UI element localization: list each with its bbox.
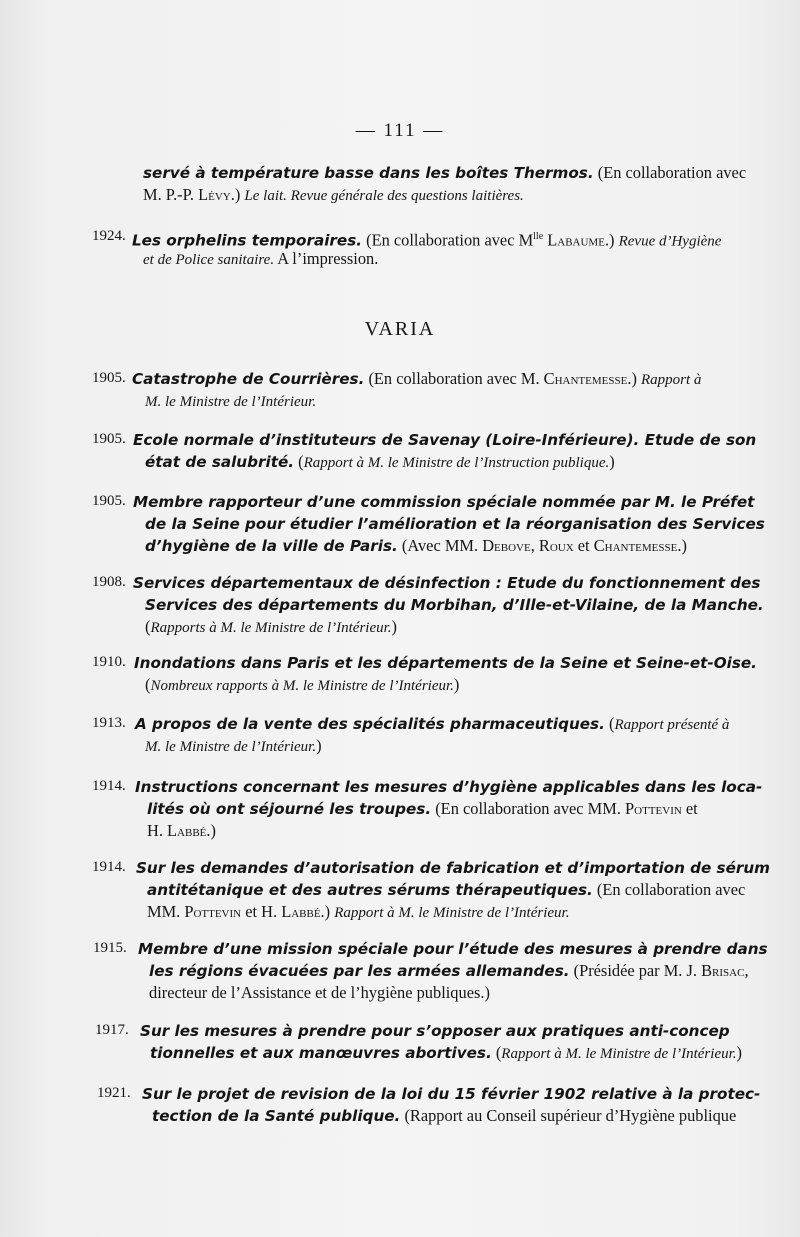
entry-year: 1908. [92,574,126,590]
entry-title: servé à température basse dans les boîtes Thermos. [143,164,594,182]
page-number: — 111 — [355,120,445,141]
entry-line: les régions évacuées par les armées allemandes. (Présidée par M. J. Brisac, [149,961,749,980]
entry-line [140,1020,730,1042]
entry-line: lités où ont séjourné les troupes. (En collaboration avec MM. Pottevin et [147,799,698,818]
entry-line: Services des départements du Morbihan, d’Ille-et-Vilaine, de la Manche. [145,596,764,614]
entry-line: état de salubrité. (Rapport à M. le Ministre de l’Instruction publique.) [145,452,615,471]
entry-year: 1905. [92,493,126,509]
entry-year: 1910. [92,654,126,670]
entry-line: A propos de la vente des spécialités pharmaceutiques. (Rapport présenté à [135,714,730,733]
entry-line: (Rapports à M. le Ministre de l’Intérieur.) [145,617,398,636]
entry-line [142,1083,760,1105]
entry-line: de la Seine pour étudier l’amélioration et la réorganisation des Services [145,515,765,533]
entry-year: 1921. [97,1085,131,1101]
entry-line: Catastrophe de Courrières. (En collaboration avec M. Chantemesse.) Rapport à [132,369,702,388]
entry-year: 1915. [93,940,127,956]
entry-title: Instructions concernant les mesures d’hygiène applicables dans les loca- [135,778,763,796]
entry-line: H. Labbé.) [147,821,216,840]
entry-line: d’hygiène de la ville de Paris. (Avec MM. Debove, Roux et Chantemesse.) [145,536,687,555]
entry-year: 1924. [92,228,126,244]
entry-line [133,572,760,594]
entry-title: Catastrophe de Courrières. [132,370,365,388]
entry-year: 1905. [92,431,126,447]
entry-line [138,938,768,960]
entry-line [135,776,762,798]
entry-year: 1905. [92,370,126,386]
entry-line [136,857,770,879]
entry-line: servé à température basse dans les boîtes Thermos. (En collaboration avec [143,163,747,182]
section-heading: VARIA [364,318,436,340]
entry-title: Services départementaux de désinfection : Etude du fonctionnement des [133,574,761,592]
entry-line [134,652,757,674]
entry-year: 1917. [95,1022,129,1038]
entry-title: Inondations dans Paris et les départements de la Seine et Seine-et-Oise. [134,654,757,672]
entry-line: (Nombreux rapports à M. le Ministre de l’Intérieur.) [145,675,460,694]
entry-line: antitétanique et des autres sérums thérapeutiques. (En collaboration avec [147,880,746,899]
entry-line: directeur de l’Assistance et de l’hygiène publiques.) [149,983,490,1002]
entry-title: Sur les demandes d’autorisation de fabrication et d’importation de sérum [136,859,770,877]
entry-year: 1914. [92,859,126,875]
entry-title: Membre d’une mission spéciale pour l’étude des mesures à prendre dans [138,940,768,958]
entry-line: M. le Ministre de l’Intérieur.) [145,736,322,755]
entry-title: Sur le projet de revision de la loi du 15 février 1902 relative à la protec- [142,1085,761,1103]
entry-line: MM. Pottevin et H. Labbé.) Rapport à M. le Ministre de l’Intérieur. [147,902,570,921]
entry-title: Membre rapporteur d’une commission spéciale nommée par M. le Préfet [133,493,755,511]
entry-title: Ecole normale d’instituteurs de Savenay (Loire-Inférieure). Etude de son [133,431,757,449]
entry-line: M. P.-P. Lévy.) Le lait. Revue générale des questions laitières. [143,185,524,204]
entry-line: Les orphelins temporaires. (En collaboration avec $M^{lle}$ Labaume.) Revue d’Hygiène [132,230,722,250]
entry-title: A propos de la vente des spécialités pharmaceutiques. [135,715,605,733]
entry-title: Les orphelins temporaires. [132,231,363,250]
entry-year: 1914. [92,778,126,794]
entry-line: M. le Ministre de l’Intérieur. [145,394,317,410]
entry-line: tionnelles et aux manœuvres abortives. (Rapport à M. le Ministre de l’Intérieur.) [150,1043,742,1062]
entry-title: Sur les mesures à prendre pour s’opposer aux pratiques anti-concep [140,1022,730,1040]
entry-year: 1913. [92,715,126,731]
entry-line: tection de la Santé publique. (Rapport au Conseil supérieur d’Hygiène publique [152,1106,737,1125]
entry-line [133,491,754,513]
entry-line: et de Police sanitaire. A l’impression. [143,249,379,268]
entry-line [133,429,756,451]
